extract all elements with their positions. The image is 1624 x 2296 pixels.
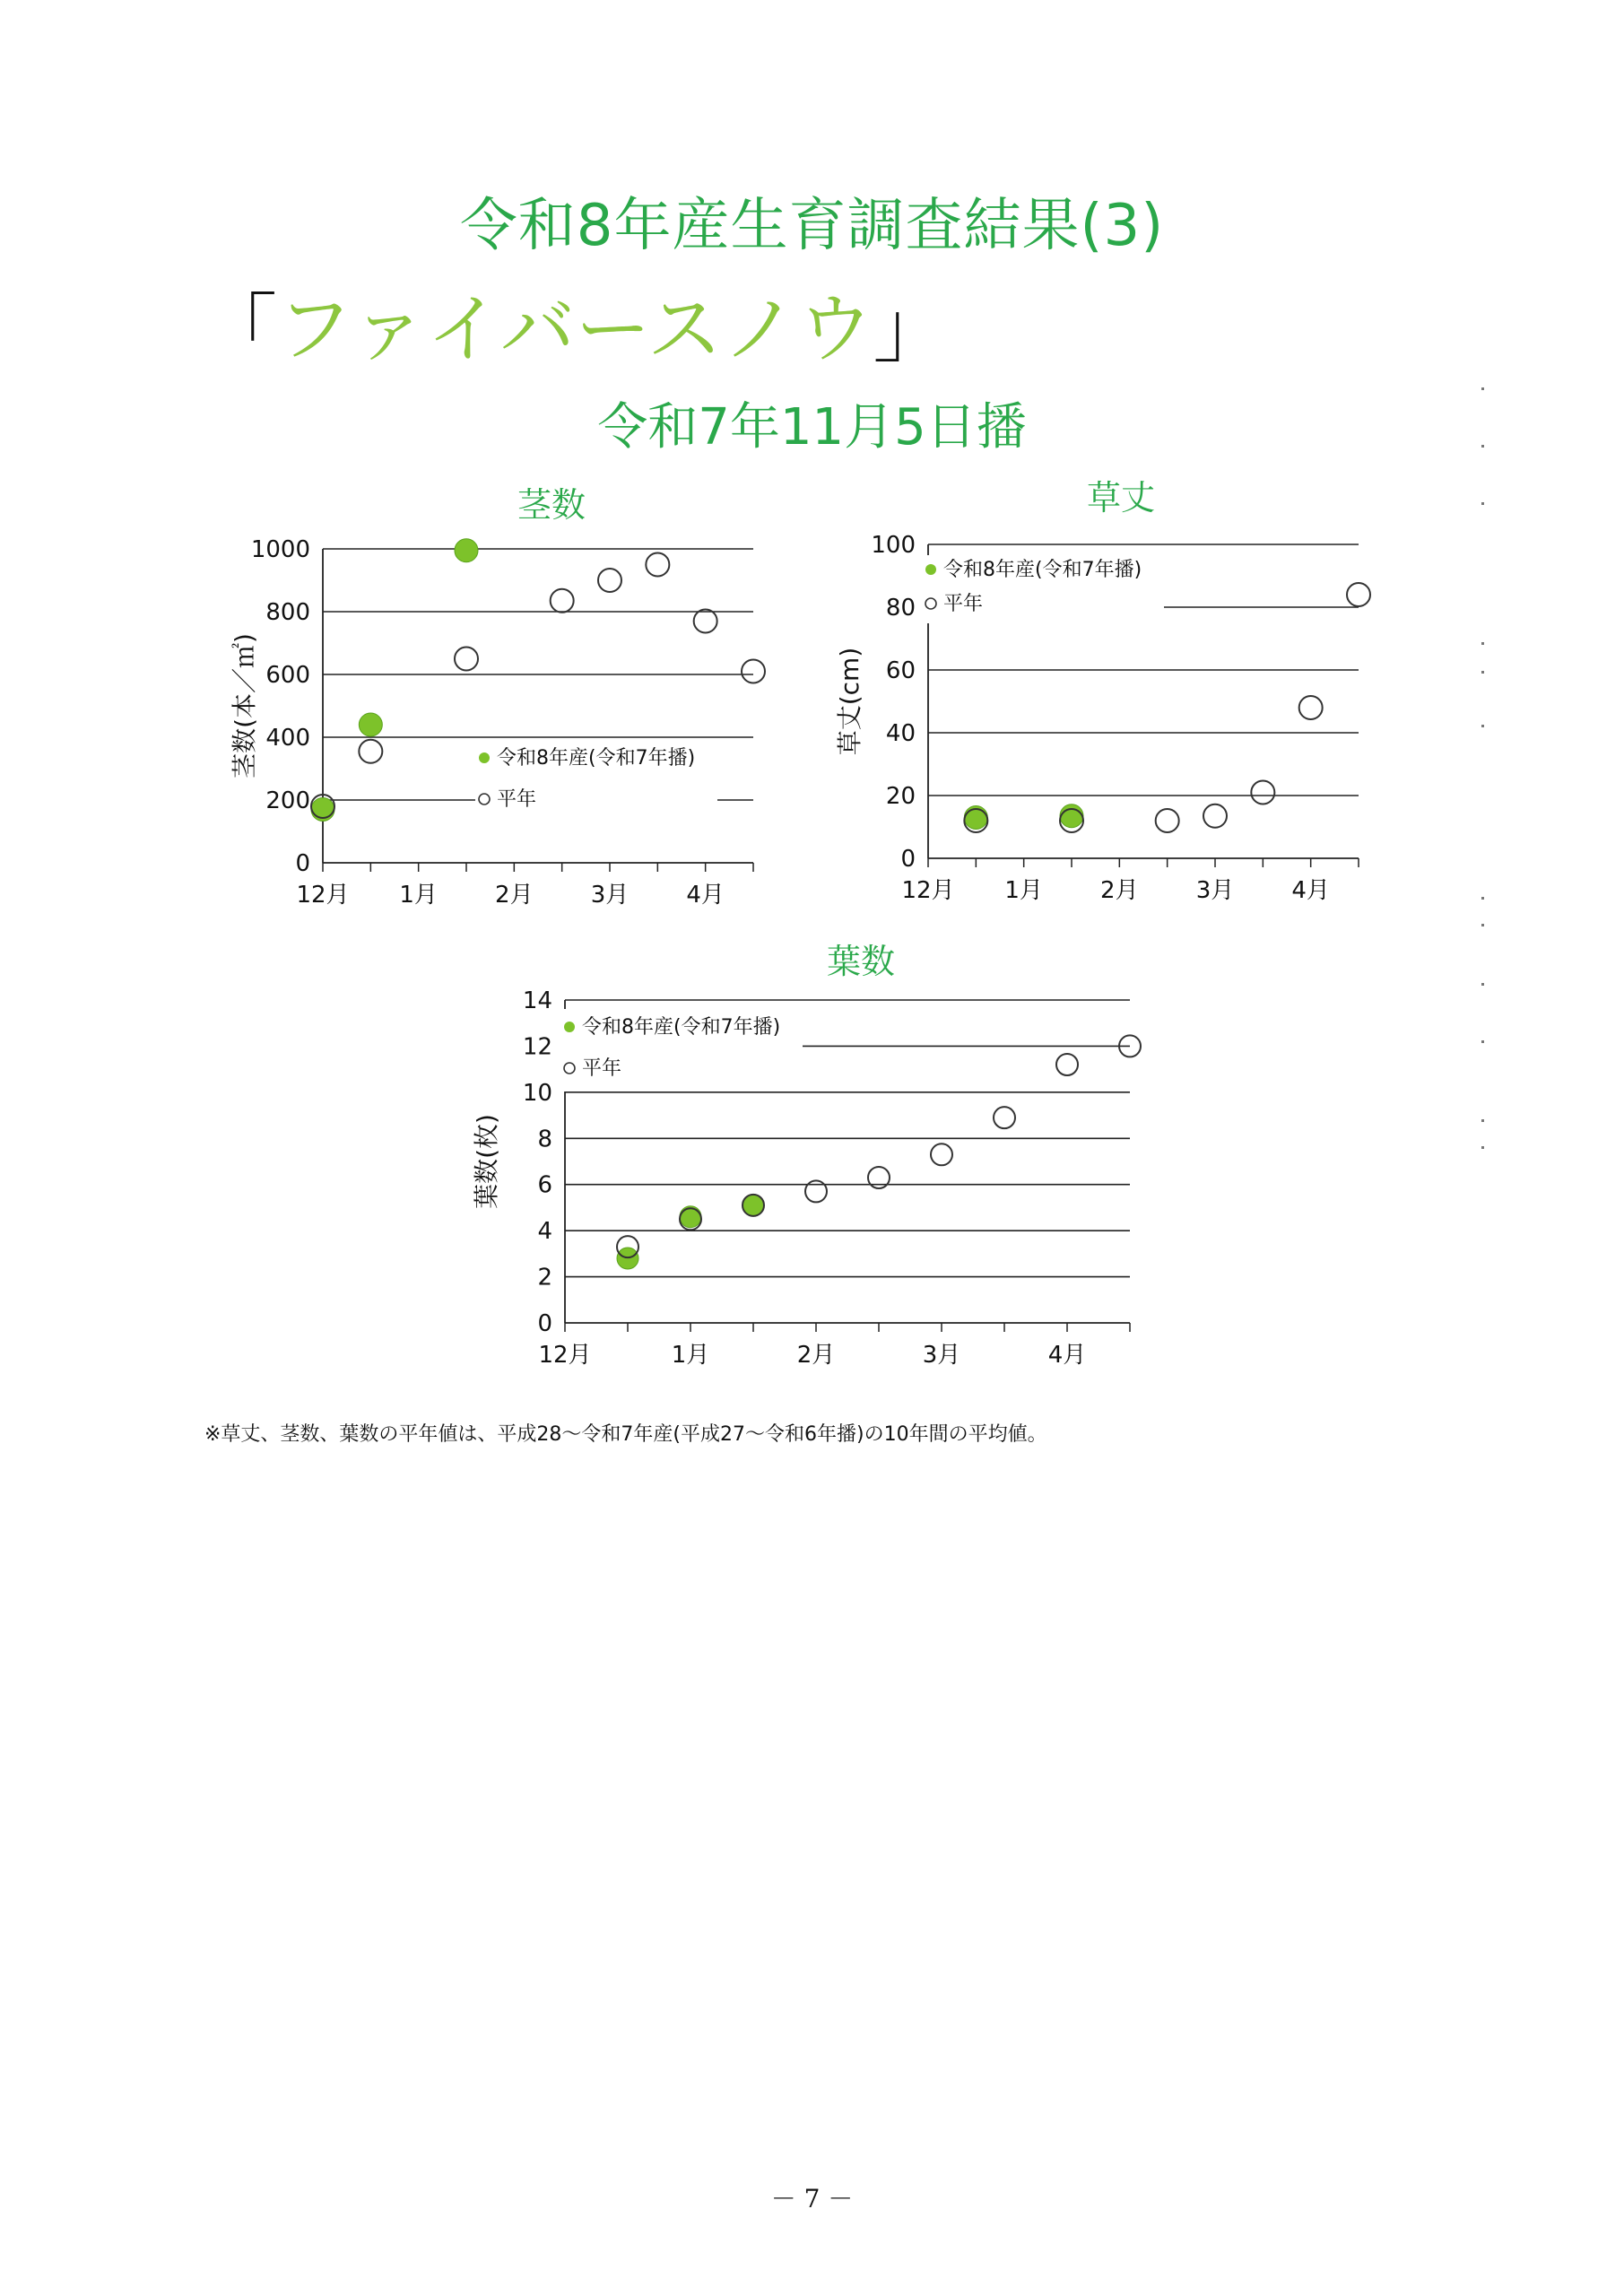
x-tick-label: 12月 <box>901 877 955 904</box>
x-tick-label: 3月 <box>1195 877 1235 904</box>
point-current <box>680 1206 701 1228</box>
edge-mark <box>1481 1119 1484 1122</box>
chart-title: 草丈 <box>1086 478 1156 517</box>
edge-mark <box>1481 897 1484 900</box>
sowing-date: 令和7年11月5日播 <box>597 398 1027 457</box>
point-average <box>359 740 382 763</box>
y-tick-label: 800 <box>265 599 310 626</box>
x-tick-label: 12月 <box>296 882 350 909</box>
y-tick-label: 60 <box>885 657 916 684</box>
edge-mark <box>1481 725 1484 727</box>
y-tick-label: 600 <box>265 662 310 689</box>
y-tick-label: 6 <box>537 1171 552 1199</box>
edge-mark <box>1481 387 1484 390</box>
leaf-count-chart <box>466 942 1148 1404</box>
x-tick-label: 1月 <box>399 882 438 909</box>
x-tick-label: 2月 <box>1100 877 1139 904</box>
edge-mark <box>1481 1040 1484 1043</box>
legend-label: 令和8年産(令和7年播) <box>943 559 1142 581</box>
y-tick-label: 400 <box>265 725 310 752</box>
point-average <box>1251 781 1274 804</box>
point-average <box>1299 696 1323 719</box>
y-axis-label: 葉数(枚) <box>472 1114 501 1209</box>
y-tick-label: 10 <box>522 1079 552 1107</box>
edge-mark <box>1481 924 1484 926</box>
legend-marker-current <box>925 564 936 575</box>
y-axis-label: 草丈(cm) <box>835 647 864 756</box>
y-tick-label: 20 <box>885 783 916 810</box>
chart-title: 茎数 <box>517 485 586 525</box>
legend-marker-current <box>564 1022 575 1032</box>
y-tick-label: 1000 <box>250 536 310 563</box>
y-tick-label: 0 <box>537 1310 552 1337</box>
y-tick-label: 14 <box>522 987 552 1014</box>
point-average <box>1156 809 1179 832</box>
point-current <box>359 713 382 736</box>
point-average <box>994 1107 1015 1128</box>
legend-label: 令和8年産(令和7年播) <box>497 747 696 770</box>
page-number: － 7 － <box>770 2184 854 2213</box>
edge-mark <box>1481 1146 1484 1149</box>
y-tick-label: 12 <box>522 1033 552 1061</box>
x-tick-label: 1月 <box>1004 877 1043 904</box>
point-average <box>1056 1054 1078 1075</box>
edge-mark <box>1481 445 1484 448</box>
y-tick-label: 0 <box>295 850 310 877</box>
point-average <box>551 589 574 613</box>
y-tick-label: 2 <box>537 1264 552 1292</box>
x-tick-label: 3月 <box>590 882 630 909</box>
point-average <box>646 553 669 577</box>
edge-mark <box>1481 642 1484 645</box>
legend-label: 平年 <box>943 593 984 615</box>
variety-close-bracket: 」 <box>873 285 949 373</box>
point-average <box>694 610 717 633</box>
x-tick-label: 4月 <box>1291 877 1330 904</box>
legend-label: 令和8年産(令和7年播) <box>582 1016 781 1039</box>
footnote: ※草丈、茎数、葉数の平年値は、平成28～令和7年産(平成27～令和6年播)の10年間の平均値。 <box>204 1423 1047 1446</box>
x-tick-label: 1月 <box>671 1342 710 1369</box>
point-average <box>931 1144 952 1165</box>
page-title: 令和8年産生育調査結果(3) <box>459 193 1165 259</box>
x-tick-label: 4月 <box>686 882 725 909</box>
x-tick-label: 3月 <box>922 1342 961 1369</box>
y-tick-label: 40 <box>885 720 916 747</box>
plant-height-chart <box>789 475 1381 924</box>
point-average <box>598 569 621 592</box>
point-current <box>455 539 478 562</box>
y-axis-label: 茎数(本／㎡) <box>230 633 259 778</box>
point-average <box>742 660 765 683</box>
x-tick-label: 2月 <box>796 1342 836 1369</box>
x-tick-label: 4月 <box>1047 1342 1087 1369</box>
x-tick-label: 2月 <box>495 882 534 909</box>
chart-title: 葉数 <box>826 942 896 981</box>
y-tick-label: 0 <box>900 846 916 873</box>
point-average <box>1347 583 1370 606</box>
y-tick-label: 100 <box>871 532 916 559</box>
x-tick-label: 12月 <box>538 1342 592 1369</box>
y-tick-label: 4 <box>537 1218 552 1246</box>
legend-marker-current <box>479 752 490 763</box>
variety-heading <box>202 269 948 378</box>
variety-open-bracket: 「 <box>202 285 278 373</box>
point-average <box>1203 804 1227 828</box>
variety-name: ファイバースノウ <box>277 285 873 373</box>
y-tick-label: 200 <box>265 787 310 814</box>
legend-label: 平年 <box>497 788 537 811</box>
edge-mark <box>1481 502 1484 505</box>
edge-mark <box>1481 671 1484 674</box>
point-current <box>1060 804 1083 828</box>
edge-mark <box>1481 983 1484 986</box>
legend-label: 平年 <box>582 1057 622 1080</box>
point-average <box>455 648 478 671</box>
y-tick-label: 80 <box>885 595 916 622</box>
y-tick-label: 8 <box>537 1126 552 1153</box>
stem-count-chart <box>188 475 780 924</box>
